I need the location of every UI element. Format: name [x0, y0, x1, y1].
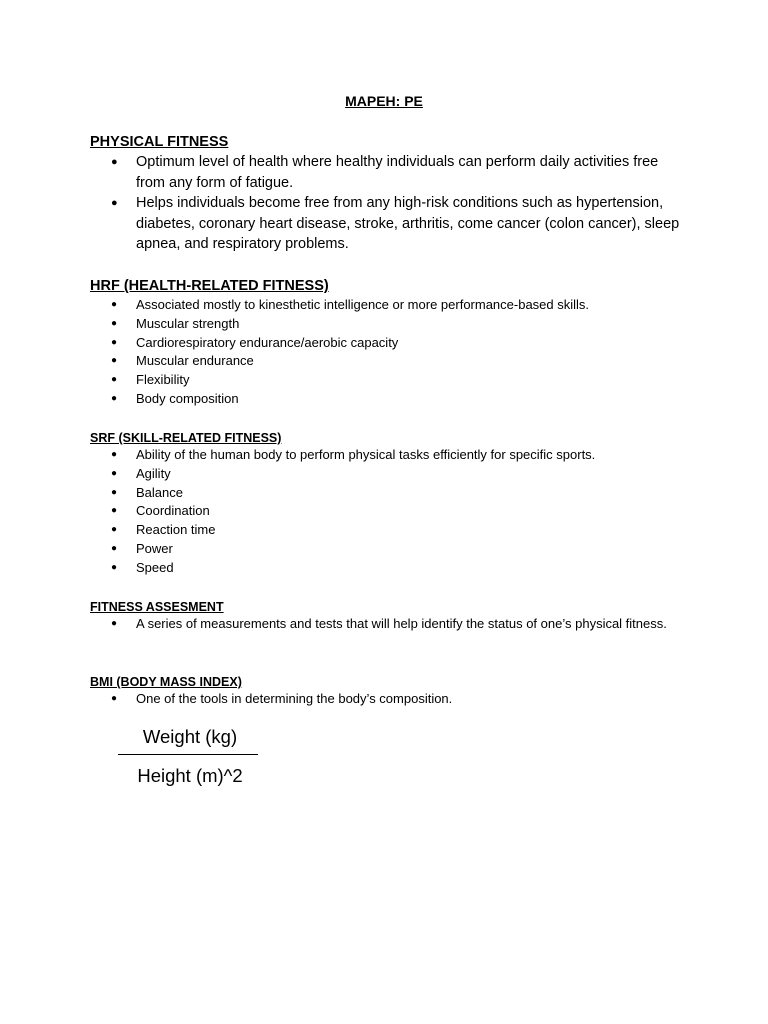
section-physical-fitness: [90, 133, 690, 255]
formula-denominator: Height (m)^2: [137, 765, 243, 786]
list-item: ● Helps individuals become free from any high-risk conditions such as hypertension, diabetes, coronary heart disease, stroke, arthritis, come cancer (colon cancer), sleep apnea, and respiratory problems.: [90, 193, 690, 255]
list-item: ● Power: [90, 540, 690, 559]
section-bmi: [90, 674, 690, 709]
list-item: ● Balance: [90, 484, 690, 503]
list-item: ● Optimum level of health where healthy individuals can perform daily activities free from any form of fatigue.: [90, 152, 690, 193]
formula-numerator: Weight (kg): [142, 726, 238, 747]
bullet-list: [90, 152, 690, 255]
section-heading: BMI (BODY MASS INDEX): [90, 675, 242, 689]
list-item: ● Muscular strength: [90, 315, 690, 334]
section-heading: FITNESS ASSESMENT: [90, 600, 224, 614]
bullet-list: [90, 615, 690, 634]
list-item: ● A series of measurements and tests that will help identify the status of one’s physical fitness.: [90, 615, 690, 634]
list-item: ● Body composition: [90, 390, 690, 409]
list-item: ● Agility: [90, 465, 690, 484]
list-item: ● One of the tools in determining the body’s composition.: [90, 690, 690, 709]
list-item: ● Reaction time: [90, 521, 690, 540]
section-fitness-assessment: [90, 599, 690, 634]
list-item: ● Ability of the human body to perform physical tasks efficiently for specific sports.: [90, 446, 690, 465]
list-item: ● Flexibility: [90, 371, 690, 390]
list-item: ● Cardiorespiratory endurance/aerobic capacity: [90, 334, 690, 353]
bullet-list: [90, 446, 690, 578]
section-heading: SRF (SKILL-RELATED FITNESS): [90, 431, 282, 445]
bullet-list: [90, 296, 690, 409]
section-heading: HRF (HEALTH-RELATED FITNESS): [90, 278, 329, 294]
list-item: ● Speed: [90, 559, 690, 578]
bmi-formula: [118, 724, 258, 789]
list-item: ● Muscular endurance: [90, 352, 690, 371]
section-srf: [90, 430, 690, 578]
fraction-bar: [118, 754, 258, 755]
section-hrf: [90, 277, 690, 409]
document-title: MAPEH: PE: [345, 93, 423, 109]
list-item: ● Associated mostly to kinesthetic intelligence or more performance-based skills.: [90, 296, 690, 315]
bullet-list: [90, 690, 690, 709]
list-item: ● Coordination: [90, 502, 690, 521]
section-heading: PHYSICAL FITNESS: [90, 134, 229, 150]
